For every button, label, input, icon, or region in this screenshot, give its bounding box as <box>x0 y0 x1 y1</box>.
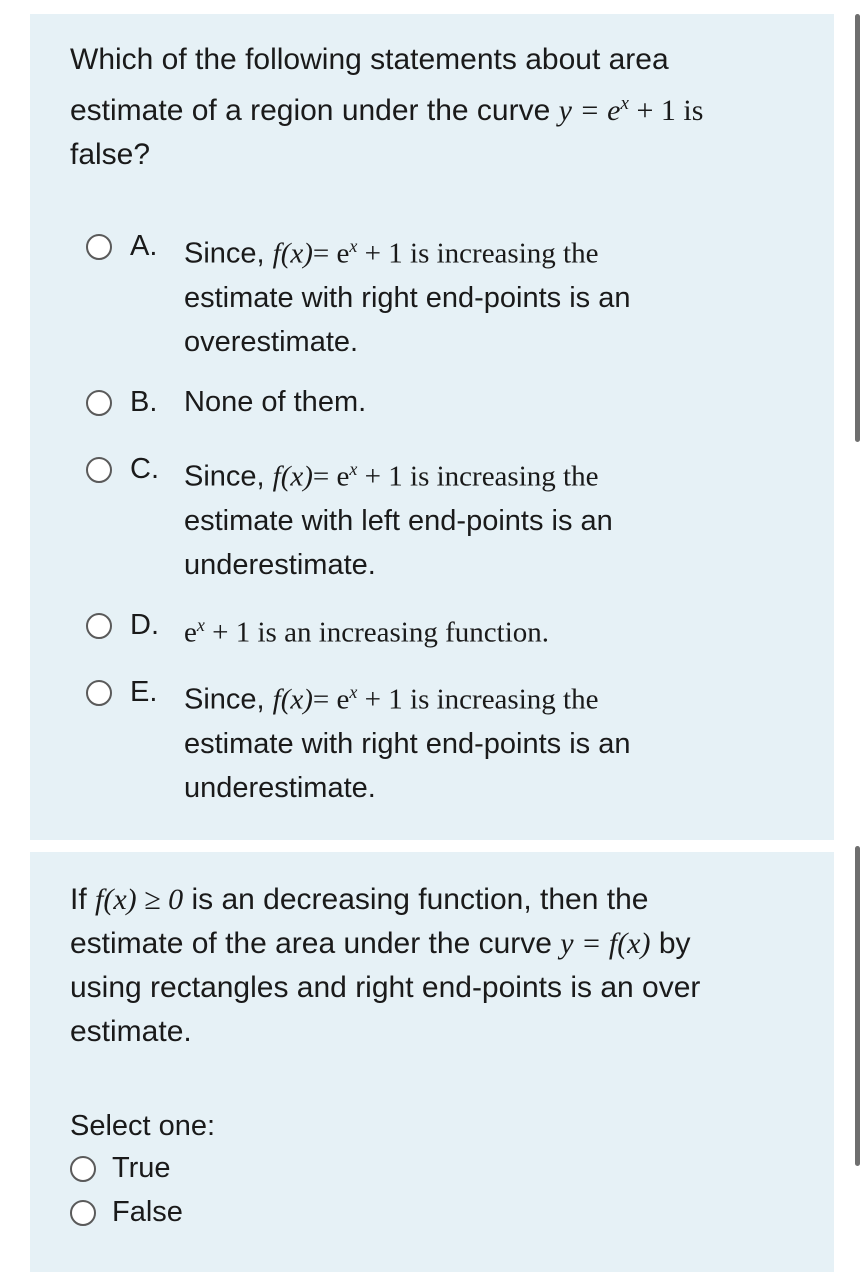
option-e-letter: E. <box>130 676 158 708</box>
option-e-fx: f(x) <box>272 683 313 716</box>
option-c-letter: C. <box>130 453 159 485</box>
option-a-sup: x <box>349 236 358 256</box>
choice-true-label: True <box>112 1152 171 1184</box>
q1-line2 <box>70 82 810 133</box>
q2-line2 <box>70 922 810 966</box>
option-a-text <box>184 224 804 364</box>
option-e-line2: estimate with right end-points is an <box>184 727 631 760</box>
option-a-fx: f(x) <box>272 237 313 270</box>
question-2-text <box>70 878 810 1054</box>
q1-line3: false? <box>70 138 151 171</box>
choice-false-label: False <box>112 1196 183 1228</box>
option-a-letter: A. <box>130 230 158 262</box>
radio-option-e[interactable] <box>86 680 112 706</box>
radio-option-c[interactable] <box>86 457 112 483</box>
option-d-math: e <box>184 616 197 649</box>
option-e-sup: x <box>349 682 358 702</box>
option-a-line3: overestimate. <box>184 325 359 358</box>
q1-line2-math: y = e <box>558 94 621 127</box>
option-d-sup: x <box>196 615 205 635</box>
q1-line2-text: estimate of a region under the curve <box>70 94 559 127</box>
option-e-prefix: Since, <box>184 683 273 716</box>
option-e-rest: + 1 is increasing the <box>357 683 599 716</box>
option-e-line3: underestimate. <box>184 771 376 804</box>
scrollbar-1[interactable] <box>855 14 860 442</box>
question-card-1 <box>30 14 834 840</box>
radio-option-a[interactable] <box>86 234 112 260</box>
option-b-text: None of them. <box>184 386 367 418</box>
option-e-eq: = e <box>312 683 350 716</box>
scrollbar-2[interactable] <box>855 846 860 1166</box>
option-e-text <box>184 670 804 810</box>
q2-line1-pre: If <box>70 883 96 916</box>
option-c-sup: x <box>349 459 358 479</box>
option-c-fx: f(x) <box>272 460 313 493</box>
select-one-label: Select one: <box>70 1110 216 1142</box>
question-card-2 <box>30 852 834 1272</box>
option-d-rest: + 1 is an increasing function. <box>204 616 550 649</box>
option-d-letter: D. <box>130 609 159 641</box>
radio-true[interactable] <box>70 1156 96 1182</box>
q2-line1-post: is an decreasing function, then the <box>183 883 649 916</box>
option-a-rest: + 1 is increasing the <box>357 237 599 270</box>
option-c-rest: + 1 is increasing the <box>357 460 599 493</box>
q2-line4: estimate. <box>70 1015 192 1048</box>
radio-option-b[interactable] <box>86 390 112 416</box>
option-a-line2: estimate with right end-points is an <box>184 281 631 314</box>
q1-line2-post: + 1 is <box>628 94 704 127</box>
radio-false[interactable] <box>70 1200 96 1226</box>
q1-line1: Which of the following statements about area <box>70 43 669 76</box>
q2-line1 <box>70 878 810 922</box>
option-c-prefix: Since, <box>184 460 273 493</box>
option-c-line3: underestimate. <box>184 548 376 581</box>
option-c-eq: = e <box>312 460 350 493</box>
option-b-letter: B. <box>130 386 158 418</box>
option-a-eq: = e <box>312 237 350 270</box>
q1-line2-sup: x <box>620 93 629 114</box>
q2-line2-pre: estimate of the area under the curve <box>70 927 561 960</box>
option-c-line2: estimate with left end-points is an <box>184 504 613 537</box>
option-c-text <box>184 447 804 587</box>
q2-line3: using rectangles and right end-points is an over <box>70 971 701 1004</box>
option-d-text <box>184 603 804 655</box>
option-a-prefix: Since, <box>184 237 273 270</box>
radio-option-d[interactable] <box>86 613 112 639</box>
question-1-text <box>70 38 810 177</box>
q2-line1-math: f(x) ≥ 0 <box>95 883 184 916</box>
q2-line2-math: y = f(x) <box>560 927 651 960</box>
q2-line2-post: by <box>650 927 691 960</box>
